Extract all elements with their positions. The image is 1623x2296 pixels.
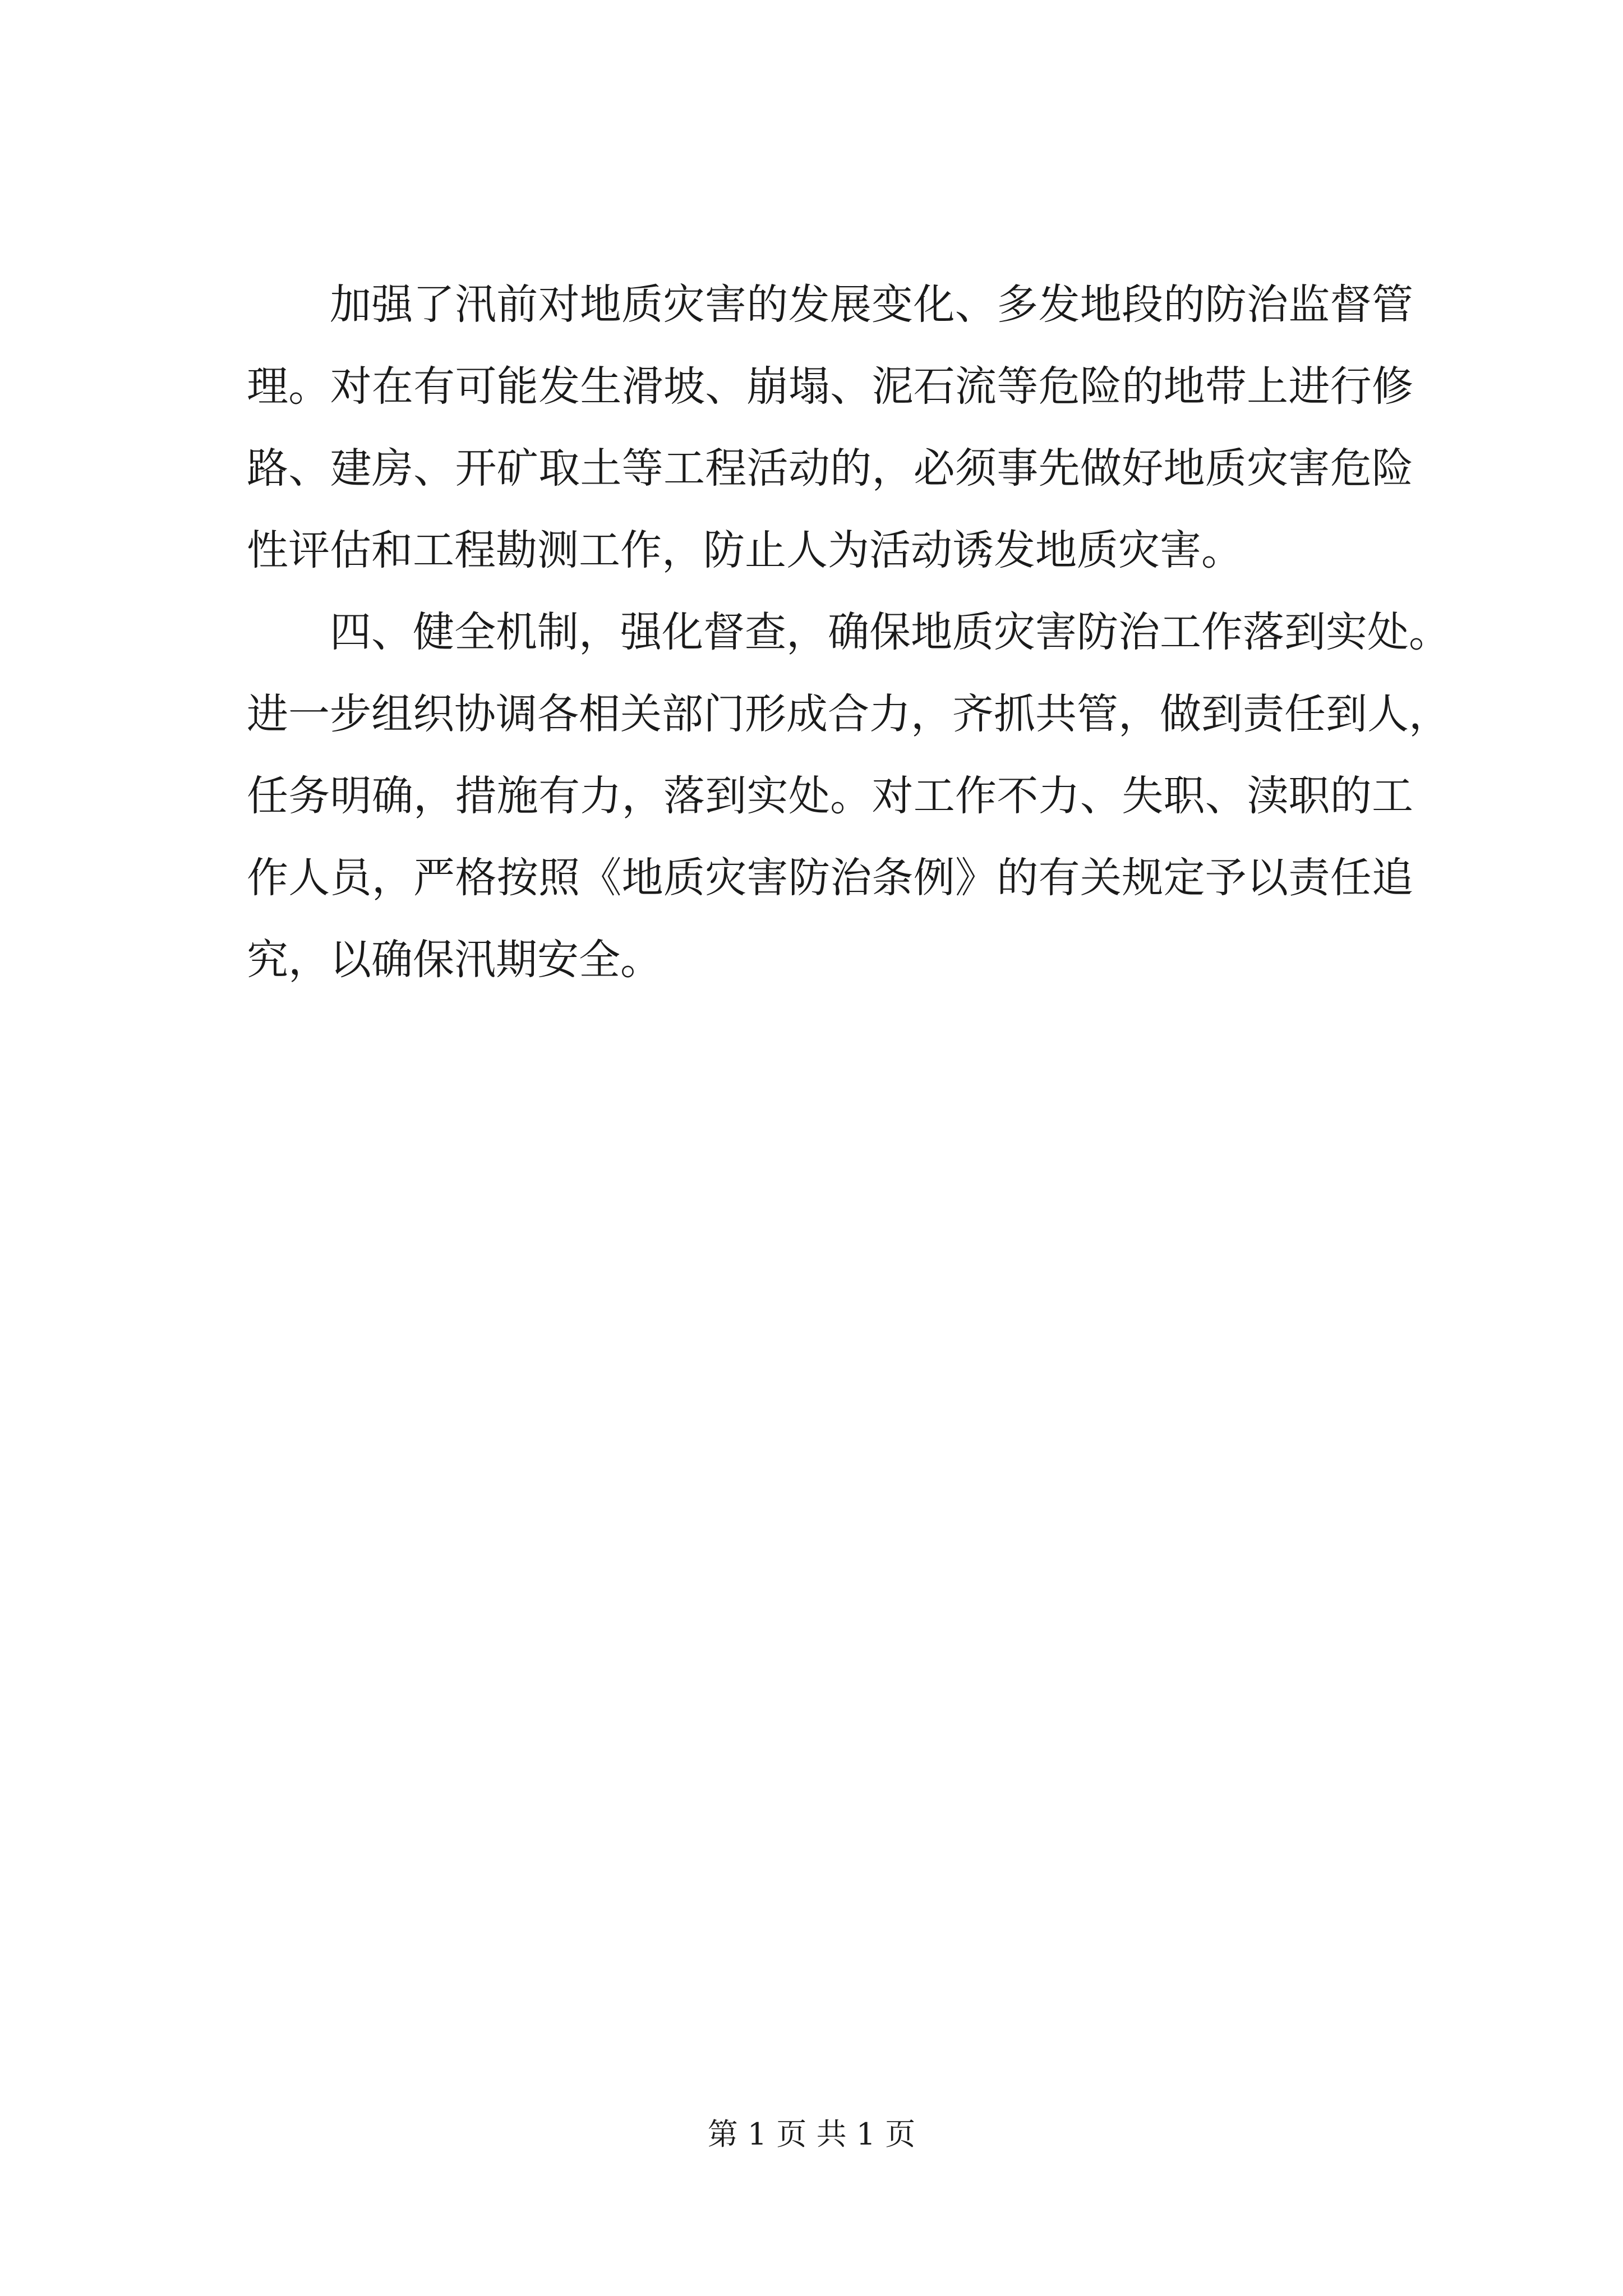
paragraph-line: 进一步组织协调各相关部门形成合力，齐抓共管，做到责任到人，	[247, 690, 1450, 738]
paragraph-line: 路、建房、开矿取土等工程活动的，必须事先做好地质灾害危险	[247, 444, 1413, 493]
paragraph-line: 理。对在有可能发生滑坡、崩塌、泥石流等危险的地带上进行修	[247, 362, 1413, 411]
paragraph-line: 四、健全机制，强化督查，确保地质灾害防治工作落到实处。	[330, 608, 1450, 656]
paragraph-line: 性评估和工程勘测工作，防止人为活动诱发地质灾害。	[247, 526, 1243, 574]
paragraph-line: 作人员，严格按照《地质灾害防治条例》的有关规定予以责任追	[247, 854, 1413, 902]
paragraph-line: 加强了汛前对地质灾害的发展变化、多发地段的防治监督管	[330, 280, 1413, 329]
paragraph-line: 任务明确，措施有力，落到实处。对工作不力、失职、渎职的工	[247, 772, 1413, 820]
paragraph-line: 究，以确保汛期安全。	[247, 936, 662, 984]
document-body	[247, 264, 1450, 1001]
page-footer: 第 1 页 共 1 页	[707, 2116, 916, 2152]
